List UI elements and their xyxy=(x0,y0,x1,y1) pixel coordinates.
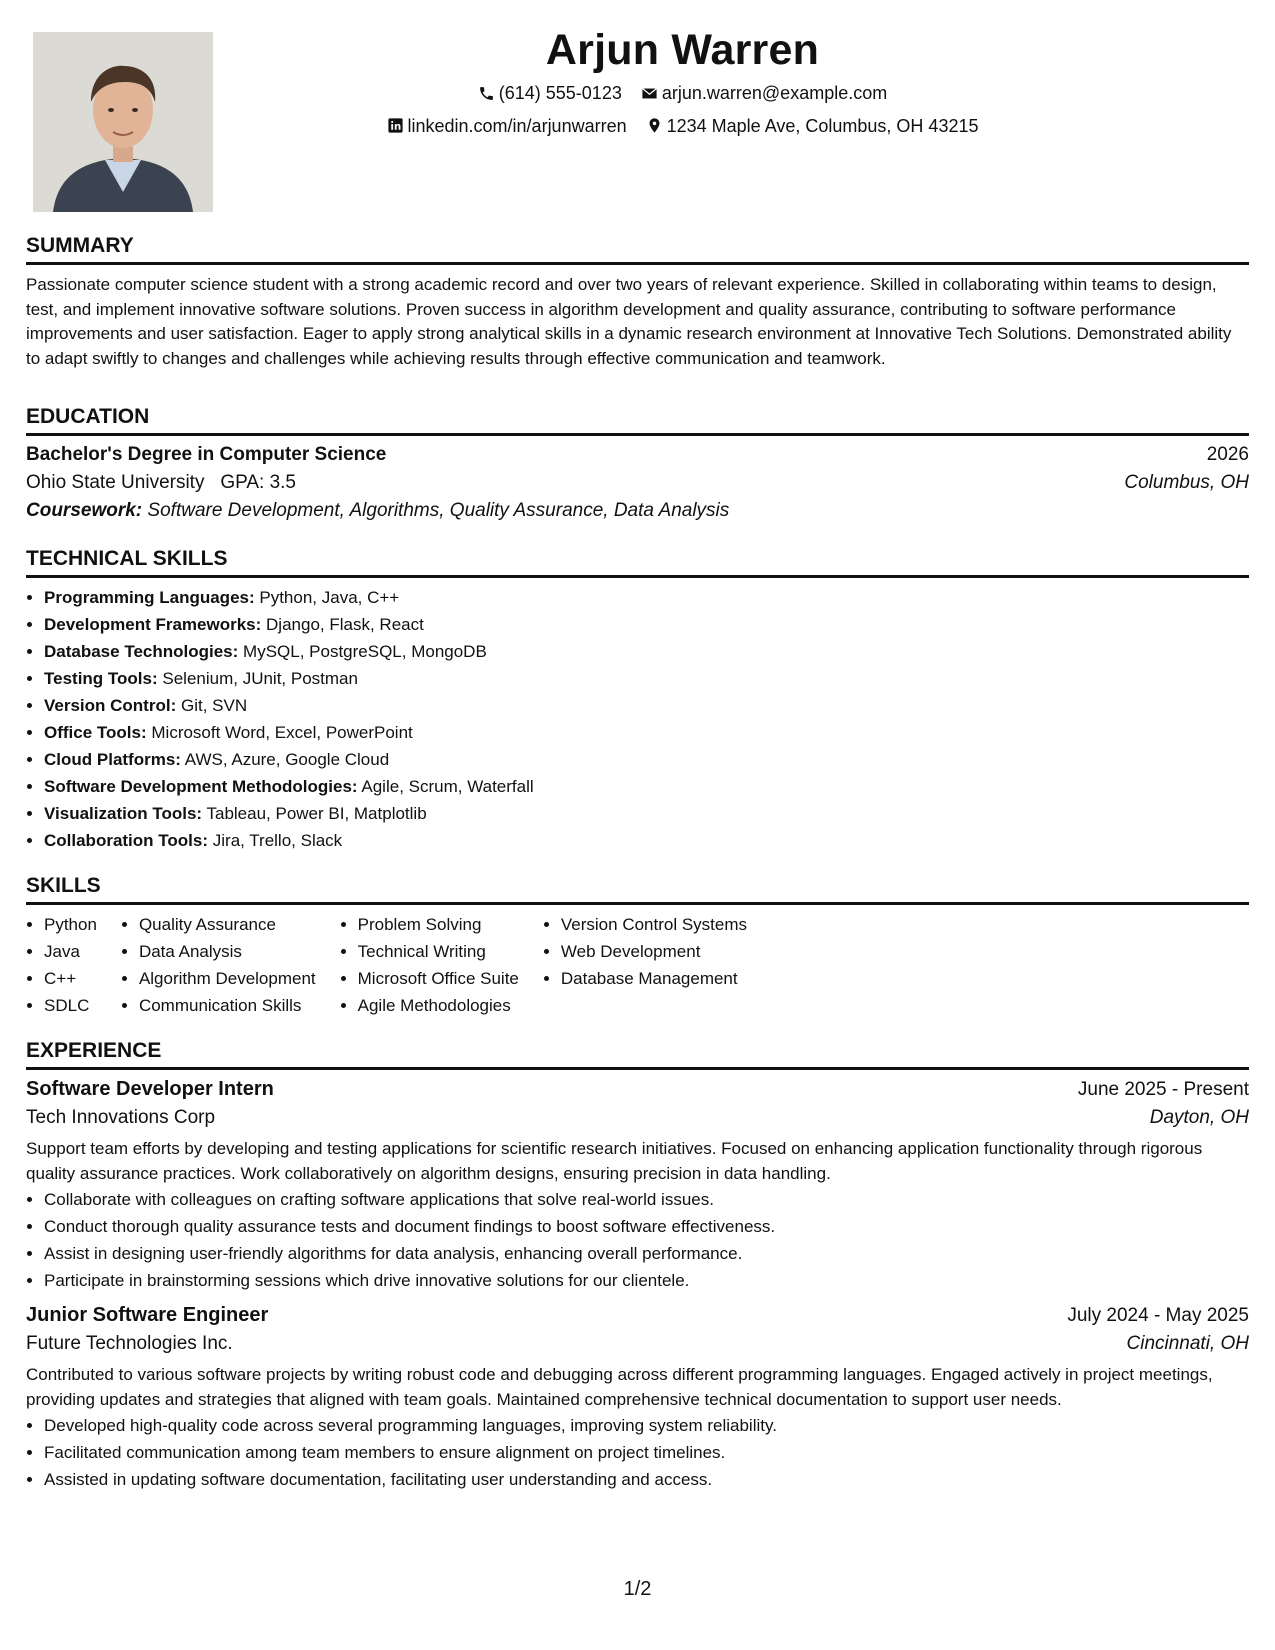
map-pin-icon xyxy=(646,117,663,134)
skill-value: Microsoft Word, Excel, PowerPoint xyxy=(151,723,413,742)
list-item: • Communication Skills xyxy=(139,992,316,1019)
gpa: GPA: 3.5 xyxy=(220,472,296,493)
skill-value: Django, Flask, React xyxy=(266,615,424,634)
skills-column-2 xyxy=(121,911,316,1019)
list-item xyxy=(44,773,1249,800)
list-item: • Agile Methodologies xyxy=(358,992,519,1019)
degree-name: Bachelor's Degree in Computer Science xyxy=(26,444,387,465)
linkedin-icon xyxy=(387,117,404,134)
skill-label: Visualization Tools: xyxy=(44,804,203,823)
linkedin-contact[interactable] xyxy=(387,111,627,141)
email-contact[interactable] xyxy=(641,78,887,108)
job-subheader xyxy=(26,1107,1249,1129)
list-item: • Quality Assurance xyxy=(139,911,316,938)
skill-value: Git, SVN xyxy=(180,696,248,715)
list-item: • Assist in designing user-friendly algorithms for data analysis, enhancing overall performance. xyxy=(44,1240,1249,1267)
coursework-line xyxy=(26,500,1249,522)
job-bullets xyxy=(26,1186,1249,1294)
list-item: • SDLC xyxy=(44,992,97,1019)
job-location: Cincinnati, OH xyxy=(1126,1333,1249,1354)
summary-text: Passionate computer science student with a strong academic record and over two years of relevant experience. Skilled in collaborating within teams to design, test, and implement innovative software solutions. Proven success in algorithm development and quality assurance, contributing to software performance improvements and user satisfaction. Eager to apply strong analytical skills in a dynamic research environment at Innovative Tech Solutions. Demonstrated ability to adapt swiftly to changes and challenges while achieving results through effective communication and teamwork. xyxy=(26,275,1232,368)
page-number: 1/2 xyxy=(623,1578,652,1600)
list-item: • Web Development xyxy=(561,938,747,965)
job-dates: June 2025 - Present xyxy=(1077,1079,1249,1100)
job-summary: Support team efforts by developing and testing applications for scientific research initiatives. Focused on enhancing application functionality through rigorous quality assurance practices. Work collaboratively on algorithm designs, ensuring precision in data handling. xyxy=(26,1139,1203,1183)
list-item: • Python xyxy=(44,911,97,938)
list-item: • Database Management xyxy=(561,965,747,992)
address-text: 1234 Maple Ave, Columbus, OH 43215 xyxy=(666,115,979,136)
list-item xyxy=(44,827,1249,854)
skill-value: Jira, Trello, Slack xyxy=(212,831,343,850)
list-item: • Collaborate with colleagues on crafting software applications that solve real-world issues. xyxy=(44,1186,1249,1213)
phone-contact[interactable] xyxy=(478,78,622,108)
address-contact xyxy=(646,111,979,141)
skill-label: Development Frameworks: xyxy=(44,615,262,634)
list-item: • Conduct thorough quality assurance tests and document findings to boost software effectiveness. xyxy=(44,1213,1249,1240)
job-entry xyxy=(26,1304,1249,1493)
skill-label: Software Development Methodologies: xyxy=(44,777,358,796)
list-item xyxy=(44,665,1249,692)
list-item: • Version Control Systems xyxy=(561,911,747,938)
graduation-year: 2026 xyxy=(1206,444,1249,465)
contact-line-1 xyxy=(90,78,1275,111)
skill-value: AWS, Azure, Google Cloud xyxy=(184,750,390,769)
job-header xyxy=(26,1304,1249,1327)
candidate-name: Arjun Warren xyxy=(545,26,820,74)
list-item xyxy=(44,746,1249,773)
list-item xyxy=(44,800,1249,827)
list-item: • Participate in brainstorming sessions which drive innovative solutions for our clientele. xyxy=(44,1267,1249,1294)
job-summary: Contributed to various software projects by writing robust code and debugging across different programming languages. Engaged actively in project meetings, providing updates and strategies that aligned with team goals. Maintained comprehensive technical documentation to support user needs. xyxy=(26,1365,1213,1409)
skill-value: Selenium, JUnit, Postman xyxy=(162,669,358,688)
skill-value: Agile, Scrum, Waterfall xyxy=(361,777,534,796)
skill-label: Testing Tools: xyxy=(44,669,158,688)
list-item xyxy=(44,692,1249,719)
resume-header xyxy=(0,22,1275,143)
skill-value: Tableau, Power BI, Matplotlib xyxy=(206,804,427,823)
job-dates: July 2024 - May 2025 xyxy=(1067,1305,1249,1326)
list-item: • Developed high-quality code across several programming languages, improving system reliability. xyxy=(44,1412,1249,1439)
technical-skills-title: TECHNICAL SKILLS xyxy=(26,546,1249,578)
education-title: EDUCATION xyxy=(26,404,1249,436)
skills-column-4 xyxy=(543,911,747,1019)
job-header xyxy=(26,1078,1249,1101)
list-item: • Problem Solving xyxy=(358,911,519,938)
contact-line-2 xyxy=(90,111,1275,144)
company-name: Tech Innovations Corp xyxy=(26,1107,216,1128)
list-item: • Facilitated communication among team members to ensure alignment on project timelines. xyxy=(44,1439,1249,1466)
job-title: Software Developer Intern xyxy=(26,1078,274,1100)
experience-title: EXPERIENCE xyxy=(26,1038,1249,1070)
experience-section xyxy=(26,1038,1249,1493)
education-row-1 xyxy=(26,444,1249,466)
phone-icon xyxy=(478,85,495,102)
list-item: • Java xyxy=(44,938,97,965)
skills-column-3 xyxy=(340,911,519,1019)
list-item: • Data Analysis xyxy=(139,938,316,965)
job-subheader xyxy=(26,1333,1249,1355)
list-item: • Microsoft Office Suite xyxy=(358,965,519,992)
list-item: • Technical Writing xyxy=(358,938,519,965)
technical-skills-list xyxy=(26,584,1249,854)
education-section xyxy=(26,404,1249,522)
list-item xyxy=(44,611,1249,638)
list-item xyxy=(44,638,1249,665)
email-text: arjun.warren@example.com xyxy=(661,83,888,103)
skills-title: SKILLS xyxy=(26,873,1249,905)
technical-skills-section xyxy=(26,546,1249,854)
school-name: Ohio State University xyxy=(26,472,205,493)
list-item: • C++ xyxy=(44,965,97,992)
skill-label: Cloud Platforms: xyxy=(44,750,181,769)
job-location: Dayton, OH xyxy=(1149,1107,1249,1128)
job-entry xyxy=(26,1078,1249,1294)
skills-column-1 xyxy=(26,911,97,1019)
envelope-icon xyxy=(641,85,658,102)
list-item xyxy=(44,584,1249,611)
skills-section xyxy=(26,873,1249,1019)
skill-value: Python, Java, C++ xyxy=(259,588,400,607)
company-name: Future Technologies Inc. xyxy=(26,1333,233,1354)
skills-grid xyxy=(26,911,1249,1019)
school-line xyxy=(26,472,296,494)
skill-label: Database Technologies: xyxy=(44,642,239,661)
list-item: • Algorithm Development xyxy=(139,965,316,992)
job-bullets xyxy=(26,1412,1249,1493)
summary-section xyxy=(26,233,1249,371)
education-row-2 xyxy=(26,472,1249,494)
summary-title: SUMMARY xyxy=(26,233,1249,265)
skill-label: Programming Languages: xyxy=(44,588,255,607)
phone-text: (614) 555-0123 xyxy=(498,83,622,103)
school-location: Columbus, OH xyxy=(1124,472,1249,493)
job-title: Junior Software Engineer xyxy=(26,1304,269,1326)
list-item xyxy=(44,719,1249,746)
skill-label: Version Control: xyxy=(44,696,177,715)
skill-label: Office Tools: xyxy=(44,723,147,742)
coursework-label: Coursework: xyxy=(26,500,143,521)
list-item: • Assisted in updating software documentation, facilitating user understanding and access. xyxy=(44,1466,1249,1493)
linkedin-text: linkedin.com/in/arjunwarren xyxy=(407,115,627,136)
skill-value: MySQL, PostgreSQL, MongoDB xyxy=(243,642,487,661)
coursework-list: Software Development, Algorithms, Quality Assurance, Data Analysis xyxy=(147,500,730,521)
skill-label: Collaboration Tools: xyxy=(44,831,209,850)
